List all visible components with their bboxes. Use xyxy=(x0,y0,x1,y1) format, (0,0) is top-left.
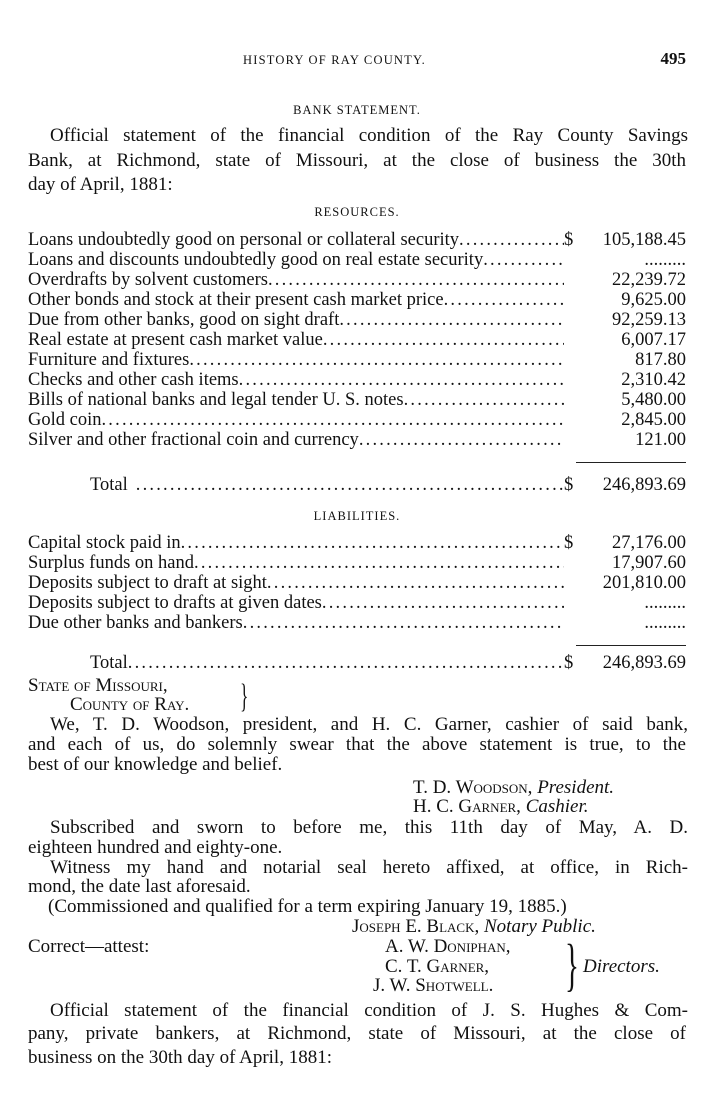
row-currency: $ xyxy=(564,230,574,250)
section-title: BANK STATEMENT. xyxy=(293,103,421,117)
dot-leader xyxy=(322,592,564,614)
jurat-line: eighteen hundred and eighty-one. xyxy=(28,837,283,858)
closing-line: business on the 30th day of April, 1881: xyxy=(28,1047,332,1068)
running-title: HISTORY OF RAY COUNTY. xyxy=(243,53,426,67)
row-label: Real estate at present cash market value xyxy=(28,330,323,350)
dot-leader xyxy=(459,229,564,251)
row-currency xyxy=(564,369,578,391)
statement-row xyxy=(28,249,686,271)
liabilities-title: LIABILITIES. xyxy=(313,509,401,523)
statement-row xyxy=(28,269,686,291)
intro-line: Official statement of the financial condition of the Ray County Savings xyxy=(50,125,688,146)
director: J. W. Shotwell. xyxy=(373,975,494,996)
venue-state: State of Missouri, xyxy=(28,675,168,696)
row-value: 22,239.72 xyxy=(612,270,686,290)
closing-line: Official statement of the financial condition of J. S. Hughes & Com- xyxy=(50,1000,688,1021)
signer-cashier: H. C. Garner, Cashier. xyxy=(413,796,589,817)
row-label: Checks and other cash items xyxy=(28,370,239,390)
jurat-line: mond, the date last aforesaid. xyxy=(28,876,251,897)
attest-label: Correct—attest: xyxy=(28,936,150,957)
oath-line: We, T. D. Woodson, president, and H. C. Garner, cashier of said bank, xyxy=(50,714,688,735)
statement-row xyxy=(28,369,686,391)
row-currency xyxy=(564,349,578,371)
row-value: 92,259.13 xyxy=(612,310,686,330)
statement-row xyxy=(28,329,686,351)
resources-total: Total ..... $ 246,893.69 xyxy=(90,474,686,496)
jurat-line: Subscribed and sworn to before me, this 11th day of May, A. D. xyxy=(50,817,688,838)
notary-signature: Joseph E. Black, Notary Public. xyxy=(352,916,596,937)
page-number: 495 xyxy=(660,49,686,68)
row-value: 105,188.45 xyxy=(602,230,686,250)
dot-leader xyxy=(359,429,564,451)
row-label: Furniture and fixtures xyxy=(28,350,190,370)
row-currency xyxy=(564,552,578,574)
total-rule xyxy=(576,645,686,646)
row-value: 5,480.00 xyxy=(621,390,686,410)
liabilities-total: Total ..... $ 246,893.69 xyxy=(90,652,686,674)
intro-line: day of April, 1881: xyxy=(28,174,173,195)
row-value: 201,810.00 xyxy=(602,573,686,593)
row-label: Loans undoubtedly good on personal or collateral security xyxy=(28,230,460,250)
row-label: Other bonds and stock at their present cash market price xyxy=(28,290,444,310)
row-currency: $ xyxy=(564,533,574,553)
statement-row xyxy=(28,229,686,251)
dot-leader xyxy=(323,329,564,351)
row-label: Loans and discounts undoubtedly good on real estate security xyxy=(28,250,484,270)
statement-row xyxy=(28,612,686,634)
row-label: Bills of national banks and legal tender U. S. notes xyxy=(28,390,404,410)
dot-leader xyxy=(181,532,564,554)
total-rule xyxy=(576,462,686,463)
jurat-line: (Commissioned and qualified for a term expiring January 19, 1885.) xyxy=(48,896,567,917)
row-currency xyxy=(564,572,578,594)
dot-leader xyxy=(194,552,564,574)
closing-line: pany, private bankers, at Richmond, state of Missouri, at the close of xyxy=(28,1023,686,1044)
jurat-line: Witness my hand and notarial seal hereto affixed, at office, in Rich- xyxy=(50,857,688,878)
statement-row xyxy=(28,592,686,614)
signer-president: T. D. Woodson, President. xyxy=(413,777,615,798)
director: C. T. Garner, xyxy=(385,956,490,977)
row-label: Due from other banks, good on sight draft xyxy=(28,310,340,330)
directors-title: Directors. xyxy=(583,956,660,977)
row-currency xyxy=(564,592,578,614)
row-label: Silver and other fractional coin and currency xyxy=(28,430,359,450)
row-value: 9,625.00 xyxy=(621,290,686,310)
row-currency xyxy=(564,249,578,271)
dot-leader xyxy=(267,572,564,594)
row-value: ......... xyxy=(644,613,686,633)
row-currency xyxy=(564,612,578,634)
oath-line: and each of us, do solemnly swear that the above statement is true, to the xyxy=(28,734,686,755)
row-currency xyxy=(564,429,578,451)
dot-leader xyxy=(101,409,564,431)
row-label: Gold coin xyxy=(28,410,102,430)
dot-leader xyxy=(404,389,564,411)
director: A. W. Doniphan, xyxy=(385,936,511,957)
row-value: 2,845.00 xyxy=(621,410,686,430)
row-label: Deposits subject to drafts at given dates xyxy=(28,593,322,613)
row-value: 6,007.17 xyxy=(621,330,686,350)
dot-leader xyxy=(268,269,564,291)
row-label: Capital stock paid in xyxy=(28,533,181,553)
row-label: Deposits subject to draft at sight xyxy=(28,573,267,593)
row-value: 817.80 xyxy=(635,350,686,370)
dot-leader xyxy=(239,369,564,391)
venue-county: County of Ray. xyxy=(70,694,190,715)
row-value: 17,907.60 xyxy=(612,553,686,573)
row-value: ......... xyxy=(644,250,686,270)
row-value: 121.00 xyxy=(635,430,686,450)
dot-leader xyxy=(444,289,564,311)
statement-row xyxy=(28,309,686,331)
brace: } xyxy=(240,678,249,715)
row-value: ......... xyxy=(644,593,686,613)
statement-row xyxy=(28,429,686,451)
brace: } xyxy=(564,932,579,997)
resources-title: RESOURCES. xyxy=(314,205,400,219)
row-label: Overdrafts by solvent customers xyxy=(28,270,268,290)
statement-row xyxy=(28,532,686,554)
oath-line: best of our knowledge and belief. xyxy=(28,754,283,775)
dot-leader xyxy=(189,349,564,371)
row-currency xyxy=(564,329,578,351)
row-value: 27,176.00 xyxy=(612,533,686,553)
row-value: 2,310.42 xyxy=(621,370,686,390)
statement-row xyxy=(28,289,686,311)
row-currency xyxy=(564,409,578,431)
dot-leader xyxy=(339,309,564,331)
row-currency xyxy=(564,309,578,331)
row-label: Due other banks and bankers xyxy=(28,613,243,633)
dot-leader xyxy=(483,249,564,271)
row-label: Surplus funds on hand xyxy=(28,553,194,573)
row-currency xyxy=(564,289,578,311)
statement-row xyxy=(28,389,686,411)
statement-row xyxy=(28,572,686,594)
statement-row xyxy=(28,349,686,371)
row-currency xyxy=(564,269,578,291)
intro-line: Bank, at Richmond, state of Missouri, at the close of business the 30th xyxy=(28,150,686,171)
row-currency xyxy=(564,389,578,411)
statement-row xyxy=(28,552,686,574)
statement-row xyxy=(28,409,686,431)
dot-leader xyxy=(243,612,564,634)
